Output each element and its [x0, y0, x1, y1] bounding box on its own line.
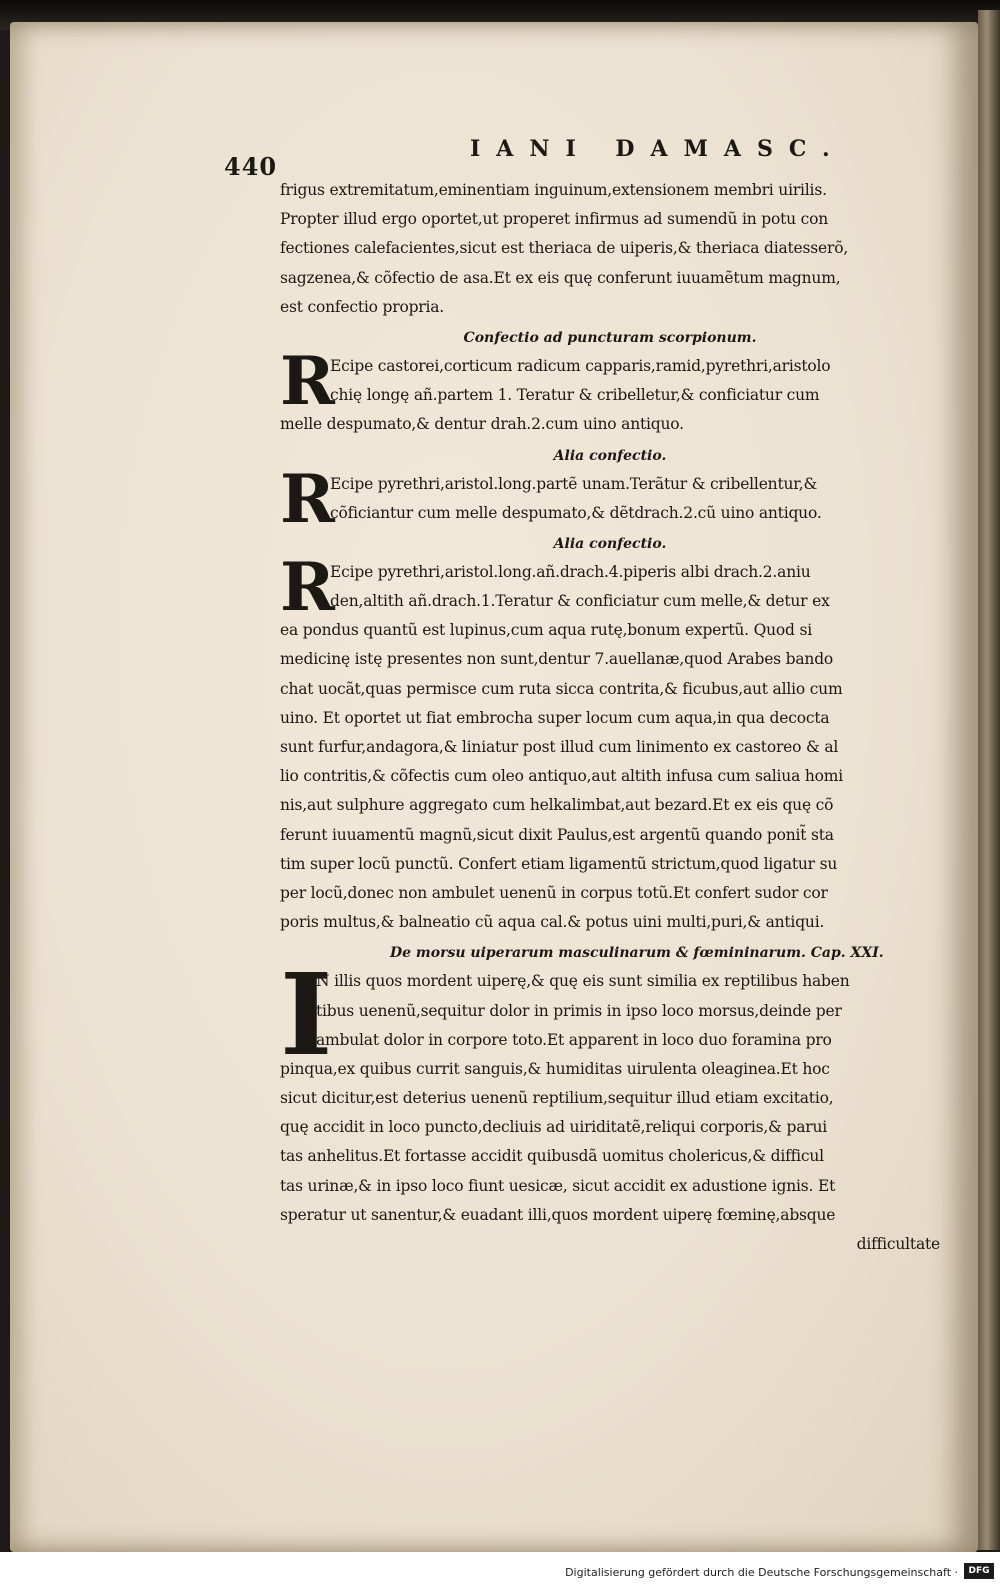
text-line: sicut dicitur,est deterius uenenũ reptilium,sequitur illud etiam excitatio,: [280, 1089, 834, 1108]
dfg-logo-icon: DFG: [964, 1563, 994, 1579]
text-line: nis,aut sulphure aggregato cum helkalimbat,aut bezard.Et ex eis quę cõ: [280, 796, 834, 815]
text-line: Propter illud ergo oportet,ut properet infirmus ad sumendũ in potu con: [280, 210, 829, 229]
text-line: tibus uenenũ,sequitur dolor in primis in ipso loco morsus,deinde per: [316, 1001, 842, 1020]
text-line: sunt furfur,andagora,& liniatur post illud cum linimento ex castoreo & al: [280, 738, 839, 756]
text-line: quę accidit in loco puncto,decliuis ad uiriditatẽ,reliqui corporis,& parui: [280, 1118, 827, 1137]
text-line: Ecipe pyrethri,aristol.long.partẽ unam.Terãtur & cribellentur,&: [330, 474, 818, 493]
text-line: tas urinæ,& in ipso loco fiunt uesicæ, sicut accidit ex adustione ignis. Et: [280, 1176, 836, 1195]
text-line: fectiones calefacientes,sicut est theriaca de uiperis,& theriaca diatesserõ,: [280, 239, 849, 258]
text-line: speratur ut sanentur,& euadant illi,quos mordent uiperę fœminę,absque: [280, 1205, 836, 1224]
drop-initial: R: [280, 459, 335, 538]
text-line: Ecipe castorei,corticum radicum capparis,ramid,pyrethri,aristolo: [330, 356, 831, 375]
text-line: per locũ,donec non ambulet uenenũ in corpus totũ.Et confert sudor cor: [280, 883, 828, 902]
drop-initial: R: [280, 341, 335, 420]
text-line: chat uocãt,quas permisce cum ruta sicca contrita,& ficubus,aut allio cum: [280, 679, 843, 698]
book-spine: [978, 10, 1000, 1550]
running-head: [224, 132, 940, 181]
paragraph-2: [280, 341, 940, 440]
text-line: pinqua,ex quibus currit sanguis,& humiditas uirulenta oleaginea.Et hoc: [280, 1059, 830, 1078]
book-page: [10, 22, 978, 1552]
text-line: ferunt iuuamentũ magnũ,sicut dixit Paulus,est argentũ quando ponit̃ sta: [280, 825, 834, 844]
text-line: N illis quos mordent uiperę,& quę eis sunt similia ex reptilibus haben: [316, 972, 850, 991]
text-line: est confectio propria.: [280, 297, 445, 316]
text-line: chię longę añ.partem 1. Teratur & cribelletur,& conficiatur cum: [330, 386, 820, 405]
page-number: 440: [224, 152, 278, 181]
text-block: [224, 132, 940, 1259]
funding-credit: Digitalisierung gefördert durch die Deutsche Forschungsgemeinschaft ·: [565, 1566, 958, 1579]
running-title: IANI DAMASC.: [470, 136, 846, 162]
section-heading: Alia confectio.: [553, 447, 667, 464]
text-line: frigus extremitatum,eminentiam inguinum,extensionem membri uirilis.: [280, 181, 827, 199]
drop-initial: I: [280, 950, 333, 1082]
catchword: difficultate: [856, 1235, 940, 1253]
footer-bar: [0, 1552, 1000, 1596]
text-line: sagzenea,& cõfectio de asa.Et ex eis quę conferunt iuuamẽtum magnum,: [280, 268, 841, 287]
text-line: poris multus,& balneatio cũ aqua cal.& potus uini multi,puri,& antiqui.: [280, 913, 825, 932]
chapter-heading: De morsu uiperarum masculinarum & fœmininarum. Cap. XXI.: [390, 945, 884, 962]
text-line: tas anhelitus.Et fortasse accidit quibusdã uomitus cholericus,& difficul: [280, 1147, 824, 1166]
text-line: melle despumato,& dentur drah.2.cum uino antiquo.: [280, 415, 684, 434]
text-line: cõficiantur cum melle despumato,& dẽtdrach.2.cũ uino antiquo.: [330, 503, 822, 522]
drop-initial: R: [280, 547, 335, 626]
text-line: uino. Et oportet ut fiat embrocha super locum cum aqua,in qua decocta: [280, 708, 830, 727]
section-heading: Confectio ad puncturam scorpionum.: [463, 329, 757, 346]
text-line: medicinę istę presentes non sunt,dentur 7.auellanæ,quod Arabes bando: [280, 650, 834, 669]
section-heading: Alia confectio.: [553, 535, 667, 552]
paragraph-3: [280, 459, 940, 538]
text-line: Ecipe pyrethri,aristol.long.añ.drach.4.piperis albi drach.2.aniu: [330, 562, 811, 581]
text-line: lio contritis,& cõfectis cum oleo antiquo,aut altith infusa cum saliua homi: [280, 767, 844, 786]
text-line: ambulat dolor in corpore toto.Et apparent in loco duo foramina pro: [316, 1030, 832, 1049]
paragraph-1: [280, 176, 940, 322]
paragraph-4: [280, 547, 940, 937]
text-line: den,altith añ.drach.1.Teratur & conficiatur cum melle,& detur ex: [330, 592, 830, 611]
text-line: ea pondus quantũ est lupinus,cum aqua rutę,bonum expertũ. Quod si: [280, 621, 813, 640]
text-line: tim super locũ punctũ. Confert etiam ligamentũ strictum,quod ligatur su: [280, 854, 838, 873]
